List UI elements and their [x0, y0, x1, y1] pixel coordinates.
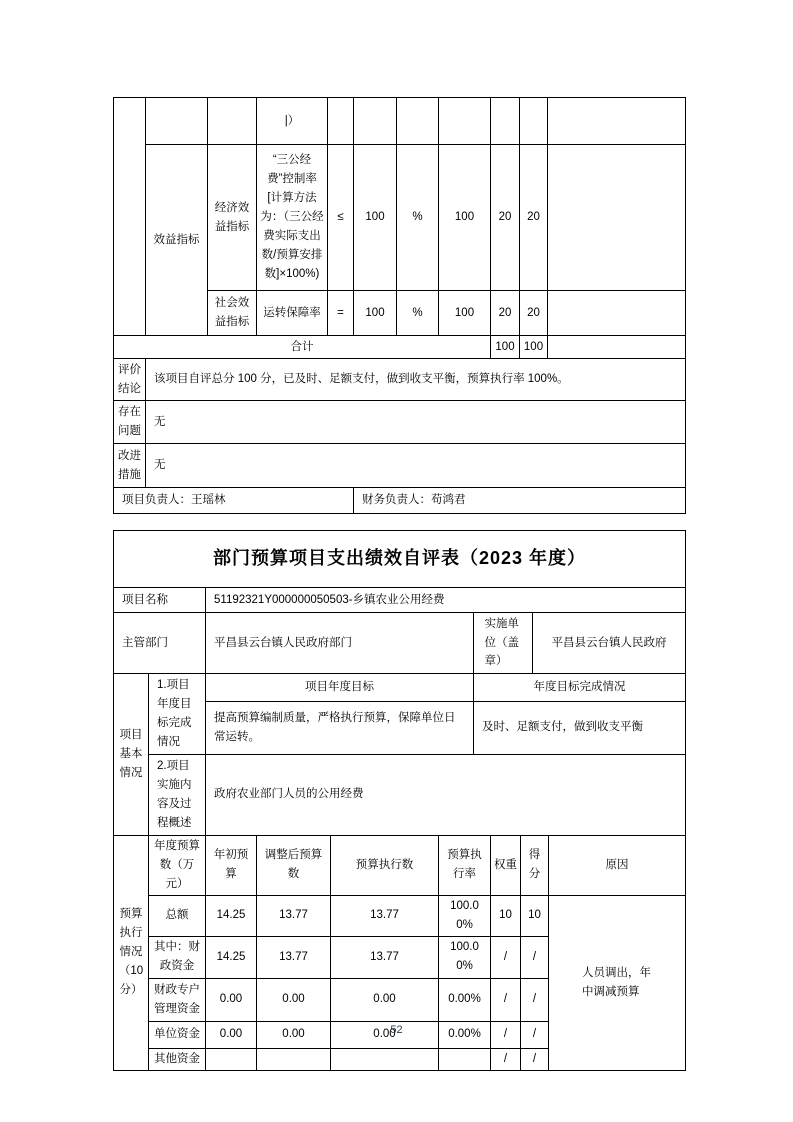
budget-row-score: 10	[521, 895, 549, 936]
goal-section-label-cell: 1.项目年度目标完成情况	[149, 674, 206, 755]
benefit-category-cell: 效益指标	[146, 145, 208, 336]
budget-self-eval-table-2023	[113, 530, 686, 1071]
table-title: 部门预算项目支出绩效自评表（2023 年度）	[114, 531, 686, 588]
budget-row-rate: 100.00%	[439, 895, 491, 936]
econ-target-cell: 100	[354, 145, 397, 291]
impl-unit-value-cell: 平昌县云台镇人民政府	[533, 613, 686, 674]
budget-row-name: 总额	[149, 895, 206, 936]
budget-header-weight: 权重	[491, 835, 521, 895]
impl-unit-label-cell	[474, 613, 533, 674]
budget-row-adjusted: 0.00	[257, 1021, 331, 1048]
budget-header-adjusted: 调整后预算数	[257, 835, 331, 895]
performance-eval-table-continuation	[113, 97, 686, 514]
budget-row-initial	[206, 1048, 257, 1070]
budget-row-executed	[331, 1048, 439, 1070]
dept-label-cell: 主管部门	[114, 613, 206, 674]
econ-unit-cell: %	[397, 145, 439, 291]
empty-cell	[328, 98, 354, 145]
impl-section-label-cell: 2.项目实施内容及过程概述	[149, 754, 206, 835]
econ-score-cell: 20	[520, 145, 548, 291]
dept-value-cell: 平昌县云台镇人民政府部门	[206, 613, 474, 674]
budget-header-reason: 原因	[549, 835, 686, 895]
social-target-cell: 100	[354, 291, 397, 336]
budget-row-score: /	[521, 978, 549, 1021]
budget-row-rate	[439, 1048, 491, 1070]
empty-cell	[208, 98, 257, 145]
econ-subcategory-cell: 经济效益指标	[208, 145, 257, 291]
empty-cell	[397, 98, 439, 145]
budget-header-executed: 预算执行数	[331, 835, 439, 895]
budget-row-weight: /	[491, 1021, 521, 1048]
improvement-text-cell: 无	[146, 444, 686, 488]
impl-text-cell: 政府农业部门人员的公用经费	[206, 754, 686, 835]
improvement-label-cell: 改进措施	[114, 444, 146, 488]
budget-row-initial: 14.25	[206, 936, 257, 978]
social-unit-cell: %	[397, 291, 439, 336]
indicator-continuation-cell: |）	[257, 98, 328, 145]
basic-info-label-cell: 项目基本情况	[114, 674, 149, 836]
social-weight-cell: 20	[491, 291, 520, 336]
budget-row-score: /	[521, 1048, 549, 1070]
completion-text-cell: 及时、足额支付，做到收支平衡	[474, 702, 686, 755]
budget-row-weight: /	[491, 1048, 521, 1070]
budget-header-rate: 预算执行率	[439, 835, 491, 895]
budget-row-adjusted	[257, 1048, 331, 1070]
budget-header-score: 得分	[521, 835, 549, 895]
budget-exec-label-cell: 预算执行情况（10 分）	[114, 835, 149, 1070]
budget-row-name: 单位资金	[149, 1021, 206, 1048]
finance-leader-cell: 财务负责人：苟鸿君	[354, 488, 686, 514]
total-weight-cell: 100	[491, 336, 520, 359]
empty-cell	[439, 98, 491, 145]
social-operator-cell: =	[328, 291, 354, 336]
conclusion-text-cell: 该项目自评总分 100 分，已及时、足额支付，做到收支平衡，预算执行率 100%。	[146, 359, 686, 401]
budget-row-weight: /	[491, 936, 521, 978]
page-number: 52	[390, 1024, 403, 1036]
budget-header-initial: 年初预算	[206, 835, 257, 895]
budget-row-initial: 0.00	[206, 1021, 257, 1048]
budget-row-name: 其中：财政资金	[149, 936, 206, 978]
social-indicator-name-cell: 运转保障率	[257, 291, 328, 336]
empty-cell	[548, 98, 686, 145]
budget-header-annual: 年度预算数（万元）	[149, 835, 206, 895]
budget-row-adjusted: 13.77	[257, 936, 331, 978]
budget-reason-cell	[549, 895, 686, 1070]
empty-cell	[520, 98, 548, 145]
impl-unit-label-text: 实施单位（盖章）	[484, 617, 519, 668]
budget-row-executed: 0.00	[331, 978, 439, 1021]
total-score-cell: 100	[520, 336, 548, 359]
budget-row-rate: 100.00%	[439, 936, 491, 978]
social-actual-cell: 100	[439, 291, 491, 336]
budget-row-rate: 0.00%	[439, 978, 491, 1021]
budget-row-adjusted: 13.77	[257, 895, 331, 936]
goal-text-cell: 提高预算编制质量，严格执行预算，保障单位日常运转。	[206, 702, 474, 755]
goal-header-cell: 项目年度目标	[206, 674, 474, 702]
econ-weight-cell: 20	[491, 145, 520, 291]
project-name-value-cell: 51192321Y000000050503-乡镇农业公用经费	[206, 588, 686, 613]
social-subcategory-cell: 社会效益指标	[208, 291, 257, 336]
total-label-cell: 合计	[114, 336, 491, 359]
budget-row-score: /	[521, 936, 549, 978]
empty-cell	[146, 98, 208, 145]
budget-row-adjusted: 0.00	[257, 978, 331, 1021]
budget-row-name: 财政专户管理资金	[149, 978, 206, 1021]
budget-row-initial: 14.25	[206, 895, 257, 936]
budget-row-weight: /	[491, 978, 521, 1021]
econ-actual-cell: 100	[439, 145, 491, 291]
budget-row-executed: 0.00	[331, 1021, 439, 1048]
social-score-cell: 20	[520, 291, 548, 336]
problems-label-cell: 存在问题	[114, 401, 146, 444]
empty-cell	[491, 98, 520, 145]
budget-row-executed: 13.77	[331, 895, 439, 936]
conclusion-label-cell: 评价结论	[114, 359, 146, 401]
empty-cell	[548, 145, 686, 291]
budget-row-rate: 0.00%	[439, 1021, 491, 1048]
project-name-label-cell: 项目名称	[114, 588, 206, 613]
empty-cell	[354, 98, 397, 145]
budget-reason-text: 人员调出，年中调减预算	[582, 966, 652, 998]
econ-indicator-name-cell: “三公经费”控制率[计算方法为：（三公经费实际支出数/预算安排数]×100%)	[257, 145, 328, 291]
left-spanner-cell	[114, 98, 146, 336]
budget-row-score: /	[521, 1021, 549, 1048]
empty-cell	[548, 291, 686, 336]
problems-text-cell: 无	[146, 401, 686, 444]
budget-row-weight: 10	[491, 895, 521, 936]
budget-row-executed: 13.77	[331, 936, 439, 978]
empty-cell	[548, 336, 686, 359]
econ-operator-cell: ≤	[328, 145, 354, 291]
budget-row-initial: 0.00	[206, 978, 257, 1021]
budget-row-name: 其他资金	[149, 1048, 206, 1070]
project-leader-cell: 项目负责人：王瑶林	[114, 488, 354, 514]
completion-header-cell: 年度目标完成情况	[474, 674, 686, 702]
